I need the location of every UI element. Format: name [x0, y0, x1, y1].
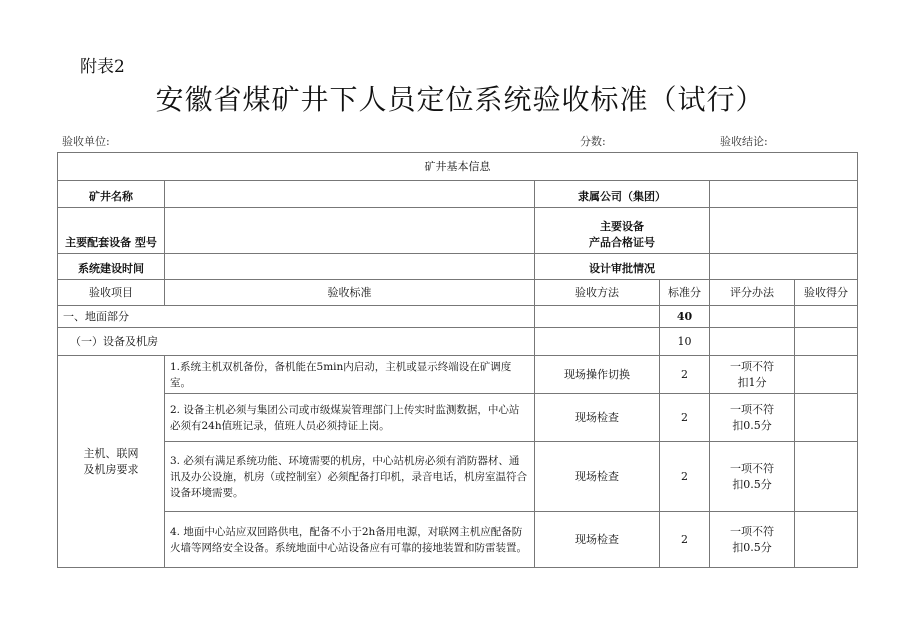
empty-cell [710, 328, 795, 356]
rule-line1: 一项不符 [730, 461, 774, 475]
standard-text: 3. 必须有满足系统功能、环境需要的机房，中心站机房必须有消防器材、通讯及办公设施，机房（或控制室）必须配备打印机，录音电话，机房室温符合设备环境需要。 [165, 442, 535, 512]
main-equipment-value [165, 208, 535, 254]
table-header-row [58, 280, 858, 306]
rule-line2: 扣0.5分 [732, 477, 772, 491]
method-text: 现场检查 [535, 394, 660, 442]
rule-text [710, 394, 795, 442]
rule-line1: 一项不符 [730, 524, 774, 538]
empty-cell [535, 328, 660, 356]
got-score-cell [795, 442, 858, 512]
cert-label-line1: 主要设备 [600, 220, 644, 233]
table-row [58, 394, 858, 442]
design-approval-value [710, 254, 858, 280]
got-score-cell [795, 356, 858, 394]
mine-name-label: 矿井名称 [58, 181, 165, 208]
build-time-label: 系统建设时间 [58, 254, 165, 280]
empty-cell [795, 306, 858, 328]
conclusion-label: 验收结论: [720, 135, 768, 148]
row-score: 2 [660, 394, 710, 442]
company-value [710, 181, 858, 208]
table-row [58, 328, 858, 356]
empty-cell [795, 328, 858, 356]
col-header-rule: 评分办法 [710, 280, 795, 306]
group-label-line2: 及机房要求 [83, 462, 139, 476]
rule-line1: 一项不符 [730, 402, 774, 416]
table-row [58, 254, 858, 280]
cert-label [535, 208, 710, 254]
rule-text [710, 356, 795, 394]
rule-text [710, 512, 795, 568]
design-approval-label: 设计审批情况 [535, 254, 710, 280]
table-row [58, 208, 858, 254]
build-time-value [165, 254, 535, 280]
table-row [58, 442, 858, 512]
mine-name-value [165, 181, 535, 208]
rule-line1: 一项不符 [730, 359, 774, 373]
method-text: 现场检查 [535, 512, 660, 568]
got-score-cell [795, 394, 858, 442]
group-label-line1: 主机、联网 [83, 446, 139, 460]
page-title: 安徽省煤矿井下人员定位系统验收标准（试行） [155, 83, 765, 116]
table-row [58, 306, 858, 328]
section-equipment-label: （一）设备及机房 [58, 328, 535, 356]
col-header-standard: 验收标准 [165, 280, 535, 306]
table-row [58, 153, 858, 181]
main-equipment-label: 主要配套设备 型号 [58, 208, 165, 254]
score-label: 分数: [580, 135, 606, 148]
group-label [58, 356, 165, 568]
method-text: 现场操作切换 [535, 356, 660, 394]
company-label: 隶属公司（集团） [535, 181, 710, 208]
acceptance-table [57, 152, 858, 568]
row-score: 2 [660, 512, 710, 568]
standard-text: 1.系统主机双机备份，备机能在5min内启动，主机或显示终端设在矿调度室。 [165, 356, 535, 394]
section-ground-score: 40 [660, 306, 710, 328]
col-header-method: 验收方法 [535, 280, 660, 306]
row-score: 2 [660, 442, 710, 512]
rule-line2: 扣0.5分 [732, 418, 772, 432]
rule-text [710, 442, 795, 512]
cert-label-line2: 产品合格证号 [589, 236, 655, 249]
col-header-item: 验收项目 [58, 280, 165, 306]
got-score-cell [795, 512, 858, 568]
section-ground-label: 一、地面部分 [58, 306, 535, 328]
col-header-score: 标准分 [660, 280, 710, 306]
method-text: 现场检查 [535, 442, 660, 512]
table-row [58, 356, 858, 394]
unit-label: 验收单位: [62, 135, 110, 148]
table-row [58, 181, 858, 208]
row-score: 2 [660, 356, 710, 394]
rule-line2: 扣1分 [737, 375, 767, 389]
section-equipment-score: 10 [660, 328, 710, 356]
empty-cell [710, 306, 795, 328]
table-row [58, 512, 858, 568]
standard-text: 4. 地面中心站应双回路供电，配备不小于2h备用电源，对联网主机应配备防火墙等网络安全设备。系统地面中心站设备应有可靠的接地装置和防雷装置。 [165, 512, 535, 568]
rule-line2: 扣0.5分 [732, 540, 772, 554]
standard-text: 2. 设备主机必须与集团公司或市级煤炭管理部门上传实时监测数据，中心站必须有24h值班记录，值班人员必须持证上岗。 [165, 394, 535, 442]
basic-info-header: 矿井基本信息 [58, 153, 858, 181]
cert-value [710, 208, 858, 254]
col-header-got: 验收得分 [795, 280, 858, 306]
empty-cell [535, 306, 660, 328]
appendix-label: 附表2 [80, 57, 125, 77]
